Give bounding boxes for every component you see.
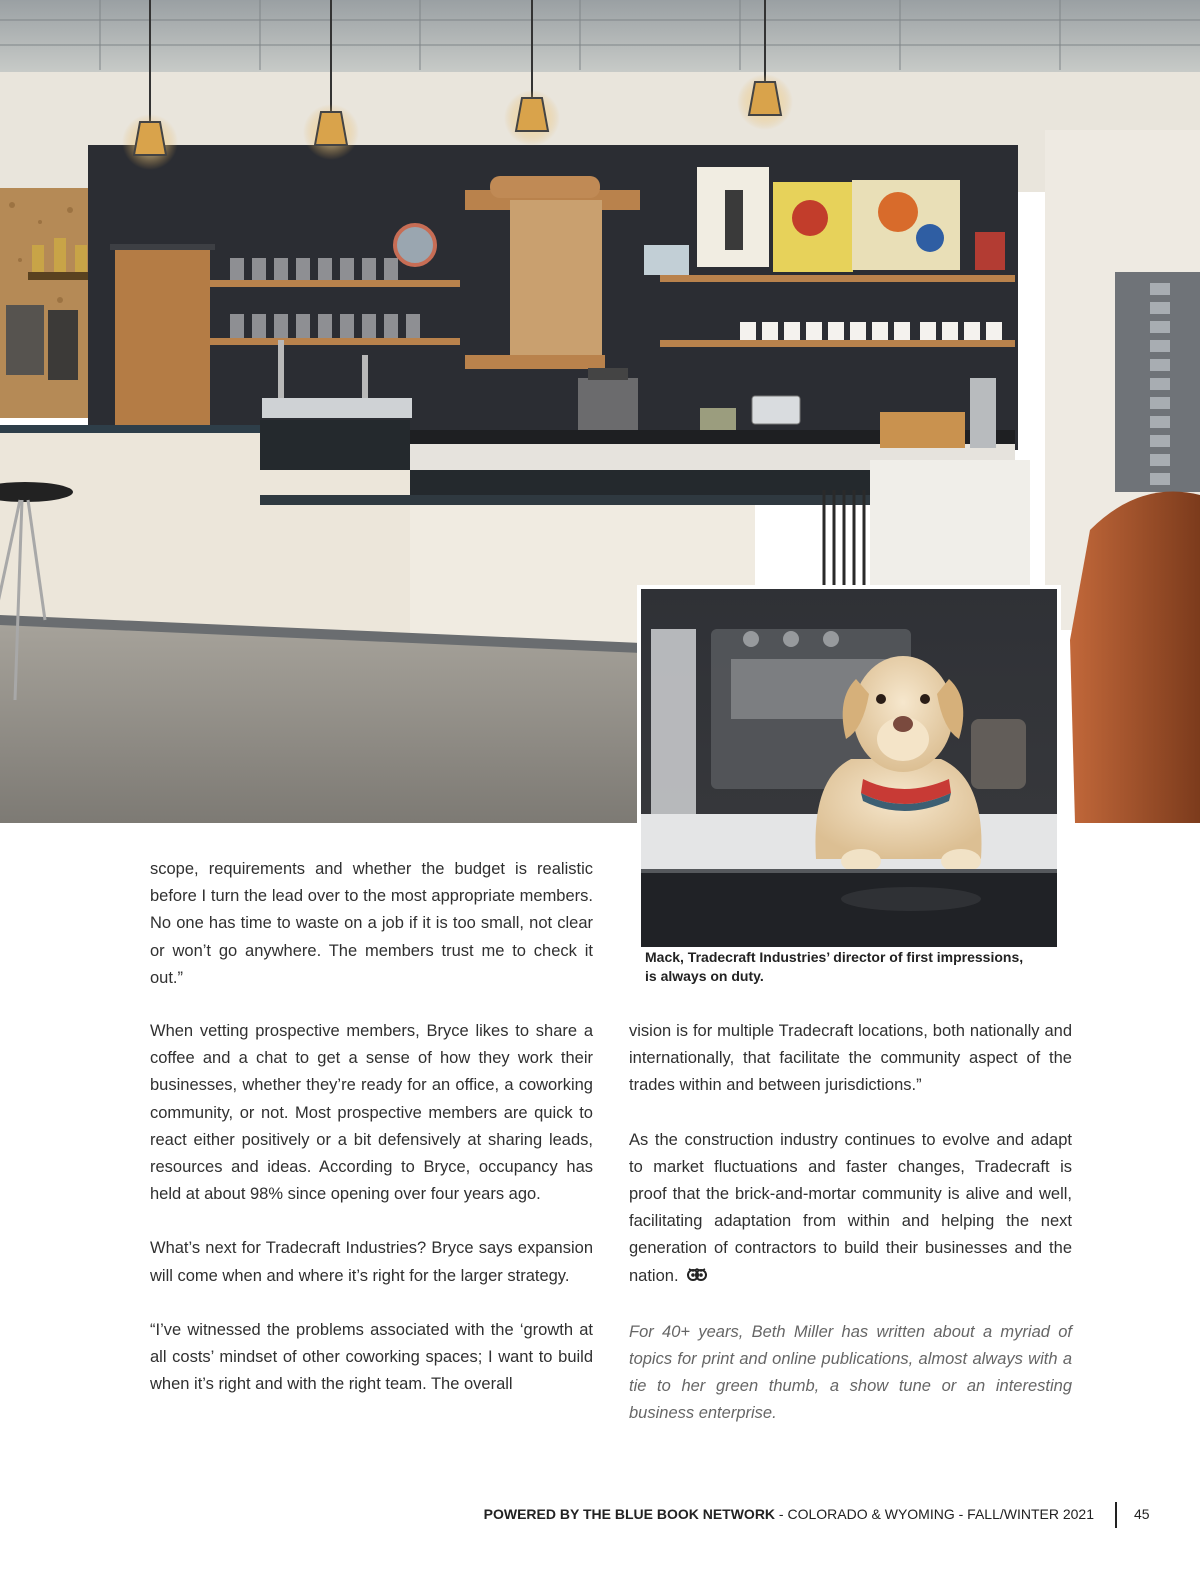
article-paragraph: “I’ve witnessed the problems associated with the ‘growth at all costs’ mindset of other coworking spaces; I want to build when it’s right and with the right team. The overall — [150, 1320, 593, 1394]
inset-photo-card — [637, 585, 1061, 991]
page-footer — [484, 1506, 1094, 1522]
article-column-left — [150, 1018, 593, 1398]
caption-line-2: is always on duty. — [645, 968, 764, 984]
publication-name: POWERED BY THE BLUE BOOK NETWORK — [483, 1506, 776, 1522]
photo-caption — [645, 948, 1045, 986]
caption-line-1: Mack, Tradecraft Industries’ director of first impressions, — [645, 949, 1024, 965]
owl-icon — [687, 1265, 707, 1292]
article-paragraph: scope, requirements and whether the budget is realistic before I turn the lead over to the most appropriate members. No one has time to waste on a job if it is too small, not clear or won’t go anywhere. The members trust me to check it out.” — [150, 860, 593, 987]
dog-illustration — [641, 589, 1057, 947]
article-paragraph: When vetting prospective members, Bryce likes to share a coffee and a chat to get a sense of how they work their businesses, whether they’re ready for an office, a coworking community, or not. Most prospective members are quick to react either positively or a bit defensively at sharing leads, resources and ideas. According to Bryce, occupancy has held at about 98% since opening over four years ago. — [150, 1022, 593, 1204]
dog-photo — [641, 589, 1057, 947]
article-column-left-top — [150, 856, 593, 992]
article-paragraph: What’s next for Tradecraft Industries? Bryce says expansion will come when and where it’s right for the larger strategy. — [150, 1239, 593, 1285]
article-paragraph — [629, 1127, 1072, 1292]
article-column-right — [629, 1018, 1072, 1428]
footer-divider — [1115, 1502, 1117, 1528]
page-number: 45 — [1134, 1506, 1150, 1522]
article-paragraph: vision is for multiple Tradecraft locations, both nationally and internationally, that facilitate the community aspect of the trades within and between jurisdictions.” — [629, 1022, 1072, 1095]
edition-info: - COLORADO & WYOMING - FALL/WINTER 2021 — [775, 1506, 1094, 1522]
article-paragraph-text: As the construction industry continues to evolve and adapt to market fluctuations and faster changes, Tradecraft is proof that the brick-and-mortar community is alive and well, facilitating adaptation from within and helping the next generation of contractors to build their businesses and the nation. — [629, 1130, 1072, 1285]
author-bio: For 40+ years, Beth Miller has written about a myriad of topics for print and online publications, almost always with a tie to her green thumb, a show tune or an interesting business enterprise. — [629, 1322, 1072, 1423]
